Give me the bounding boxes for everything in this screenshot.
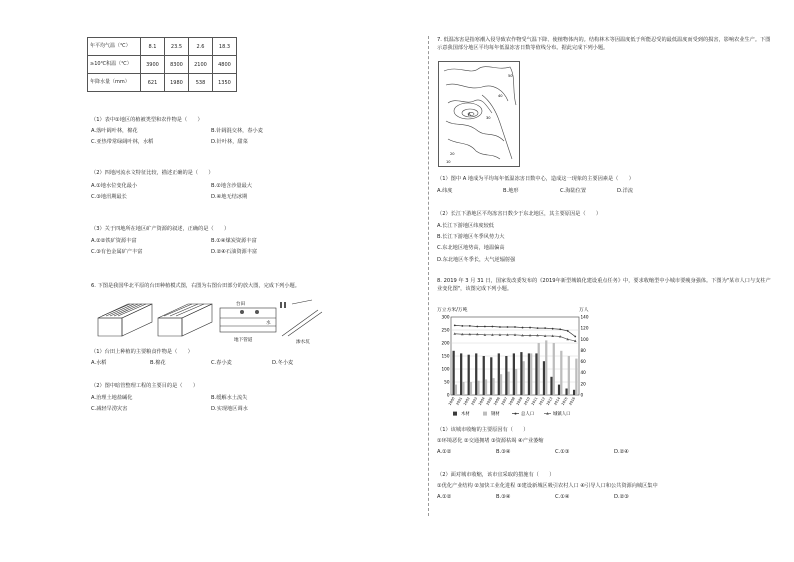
- question-items: ①优化产业结构 ②加快工业化进程 ③建设新城区吸引农村人口 ④引导人口和公共资源向城区集中: [437, 483, 658, 489]
- bar-钢材: [523, 361, 525, 395]
- bar-钢材: [507, 372, 509, 395]
- option-b[interactable]: B.针阔混交林，春小麦: [211, 128, 263, 134]
- point-总人口: [567, 330, 569, 332]
- option-d[interactable]: D.④地无结冰期: [211, 194, 248, 200]
- map-label: 50: [508, 74, 513, 78]
- point-总人口: [454, 324, 456, 326]
- question-stem: （1）图中 A 地成为平均每年低温冻害日数中心，造成这一现象的主要因素是（ ）: [437, 176, 634, 182]
- option-a[interactable]: A.①地水位变化最小: [91, 183, 138, 189]
- bar-木材: [468, 355, 470, 395]
- legend-marker: [515, 413, 517, 415]
- bar-钢材: [560, 351, 562, 395]
- bar-钢材: [575, 359, 577, 395]
- fig-label-trench: 渗水坑: [296, 340, 310, 345]
- bar-木材: [520, 352, 522, 395]
- right-tick-label: 40: [580, 370, 586, 376]
- option-b[interactable]: B.长江下游地区冬季风势力大: [437, 234, 505, 240]
- x-tick-label: 2001: [455, 396, 464, 406]
- x-tick-label: 2003: [470, 396, 479, 406]
- point-总人口: [514, 326, 516, 328]
- x-tick-label: 2000: [447, 396, 456, 406]
- option-b[interactable]: B.③④: [496, 494, 511, 500]
- point-总人口: [559, 328, 561, 330]
- bar-钢材: [492, 378, 494, 395]
- left-tick-label: 100: [441, 366, 450, 372]
- legend-label: 钢材: [491, 412, 500, 417]
- x-tick-label: 2008: [508, 396, 516, 406]
- question-stem: （1）台田上种植的主要粮食作物是（ ）: [91, 349, 193, 355]
- x-tick-label: 2013: [545, 396, 554, 406]
- option-a[interactable]: A.纬度: [437, 188, 453, 194]
- option-c[interactable]: C.亚热带常绿阔叶林，水稻: [91, 139, 154, 145]
- option-d[interactable]: D.冬小麦: [272, 360, 294, 366]
- point-总人口: [522, 327, 524, 329]
- question-stem: （2）长江下游地区平均冻害日数少于东北地区，其主要原因是（ ）: [437, 211, 602, 217]
- bar-木材: [490, 357, 492, 395]
- table-row: 年降水量（mm） 621 1980 538 1350: [88, 74, 237, 92]
- question-stem: （1）该城市收缩的主要原因有（ ）: [437, 427, 529, 433]
- question-intro: 6. 下图是我国华北平原的台田种植模式图，右图为右图台田部分的放大图，完成下列小题。: [91, 283, 300, 289]
- fig-label-water: 水: [266, 321, 271, 326]
- taitian-figure: [92, 296, 324, 346]
- option-d[interactable]: D.东北地区冬季长，大气逆辐射强: [437, 257, 516, 263]
- question-intro: 7. 低温冻害是指寒潮入侵导致农作物受气温下降、使植物体内的。结构林木等因温度低于所能忍受的最低温度而受到的损害，影响农业生产。下图示意我国部分地区平均每年低温冻害日数等值线分布。据此完成下列小题。: [437, 37, 771, 51]
- bar-钢材: [538, 343, 540, 395]
- fig-label-drain: 地下管道: [234, 338, 253, 343]
- population-industry-chart: [437, 303, 593, 420]
- climate-table: [87, 37, 237, 92]
- option-a[interactable]: A.①②: [437, 494, 452, 500]
- point-总人口: [574, 336, 576, 338]
- option-c[interactable]: C.①④: [555, 494, 570, 500]
- x-tick-label: 2014: [553, 396, 562, 406]
- left-tick-label: 200: [441, 340, 450, 346]
- option-b[interactable]: B.地形: [503, 188, 519, 194]
- bar-钢材: [462, 382, 464, 395]
- fig-label-field: 台田: [236, 302, 246, 307]
- right-tick-label: 0: [580, 392, 584, 398]
- question-stem: （2）四地河流水文特征比较，描述正确的是（ ）: [91, 170, 214, 176]
- right-tick-label: 100: [580, 336, 589, 342]
- bar-木材: [513, 353, 515, 395]
- option-a[interactable]: A.水稻: [91, 360, 107, 366]
- option-a[interactable]: A.①②: [437, 449, 452, 455]
- question-intro: 8. 2019 年 3 月 31 日，国家发改委发布的《2019年新型城镇化建设重点任务》中，要求收缩型中小城市要瘦身强体。下图为"某市人口与支柱产业变化图"，该图完成下列小题。: [437, 278, 771, 292]
- option-c[interactable]: C.①③: [555, 449, 570, 455]
- bar-木材: [505, 356, 507, 395]
- point-总人口: [469, 325, 471, 327]
- y-axis-label-right: 万人: [579, 308, 589, 313]
- point-总人口: [484, 326, 486, 328]
- bar-钢材: [530, 353, 532, 395]
- bar-钢材: [455, 385, 457, 395]
- option-a[interactable]: A.②②铁矿资源丰富: [91, 238, 137, 244]
- bar-钢材: [477, 381, 479, 395]
- bar-木材: [573, 390, 575, 395]
- bar-木材: [483, 356, 485, 395]
- right-tick-label: 60: [580, 359, 586, 365]
- column-divider: [428, 36, 429, 516]
- bar-钢材: [470, 382, 472, 395]
- point-总人口: [537, 327, 539, 329]
- bar-钢材: [553, 343, 555, 395]
- legend-swatch: [483, 412, 487, 416]
- option-d[interactable]: D.实现地区调水: [211, 406, 248, 412]
- x-tick-label: 2012: [538, 396, 546, 406]
- option-c[interactable]: C.③地汛期最长: [91, 194, 127, 200]
- option-b[interactable]: B.①④煤炭资源丰富: [211, 238, 257, 244]
- point-总人口: [552, 328, 554, 330]
- right-tick-label: 80: [580, 347, 586, 353]
- bar-木材: [475, 353, 477, 395]
- x-tick-label: 2011: [530, 396, 539, 406]
- bar-木材: [453, 351, 455, 395]
- bar-木材: [550, 377, 552, 395]
- question-stem: （2）图中暗管整理工程的主要目的是（ ）: [91, 383, 199, 389]
- x-tick-label: 2009: [515, 396, 524, 406]
- x-tick-label: 2010: [523, 396, 531, 406]
- option-c[interactable]: C.海陆位置: [560, 188, 587, 194]
- point-总人口: [476, 326, 478, 328]
- x-tick-label: 2015: [560, 396, 569, 406]
- option-a[interactable]: A.治理土地盐碱化: [91, 395, 133, 401]
- legend-swatch: [453, 412, 457, 416]
- question-stem: （2）面对城市收缩，该市宜采取的措施有（ ）: [437, 472, 555, 478]
- question-stem: （1）表中①地区的植被类型和农作物是（ ）: [91, 117, 203, 123]
- option-d[interactable]: D.②④石油资源丰富: [211, 249, 258, 255]
- table-row: 年平均气温（℃） 8.1 23.5 2.6 18.3: [88, 38, 237, 56]
- question-items: ①环境恶化 ②交通拥堵 ③资源枯竭 ④产业萎缩: [437, 438, 544, 444]
- option-b[interactable]: B.棉花: [150, 360, 166, 366]
- bar-木材: [498, 353, 500, 395]
- option-d[interactable]: D.②③: [614, 494, 629, 500]
- left-tick-label: 0: [446, 392, 450, 398]
- bar-木材: [565, 389, 567, 396]
- bar-木材: [460, 353, 462, 395]
- question-stem: （3）关于四地所在地区矿产资源的叙述，正确的是（ ）: [91, 226, 230, 232]
- x-tick-label: 2016: [568, 396, 577, 406]
- legend-label: 木材: [461, 412, 470, 417]
- point-总人口: [544, 327, 546, 329]
- right-tick-label: 120: [580, 325, 589, 331]
- option-c[interactable]: C.春小麦: [211, 360, 232, 366]
- left-tick-label: 50: [444, 379, 450, 385]
- right-tick-label: 140: [580, 314, 589, 320]
- map-label: 20: [450, 152, 455, 156]
- legend-label: 城镇人口: [553, 412, 571, 417]
- bar-钢材: [568, 356, 570, 395]
- table-row: ≥10℃积温（℃） 3900 8300 2100 4800: [88, 56, 237, 74]
- option-d[interactable]: D.②④: [614, 449, 629, 455]
- option-c[interactable]: C.③有色金属矿产丰富: [91, 249, 143, 255]
- bar-木材: [528, 353, 530, 395]
- point-总人口: [529, 327, 531, 329]
- point-总人口: [499, 326, 501, 328]
- left-tick-label: 300: [441, 314, 450, 320]
- map-label: 10: [446, 160, 451, 164]
- point-总人口: [461, 325, 463, 327]
- bar-木材: [535, 353, 537, 395]
- option-a[interactable]: A.长江下游地区纬度较低: [437, 223, 494, 229]
- map-label: 30: [486, 116, 491, 120]
- right-tick-label: 20: [580, 381, 586, 387]
- bar-钢材: [485, 379, 487, 395]
- x-tick-label: 2006: [493, 396, 501, 406]
- frost-map: [438, 61, 520, 167]
- option-b[interactable]: B.②地含沙量最大: [211, 183, 252, 189]
- point-总人口: [492, 326, 494, 328]
- left-tick-label: 250: [441, 327, 450, 333]
- bar-钢材: [515, 369, 517, 395]
- option-b[interactable]: B.③④: [496, 449, 511, 455]
- x-tick-label: 2002: [462, 396, 471, 406]
- option-b[interactable]: B.缓解水土流失: [211, 395, 248, 401]
- bar-木材: [543, 361, 545, 395]
- map-label-a: A: [468, 112, 471, 117]
- map-label: 40: [498, 94, 503, 98]
- x-tick-label: 2004: [477, 396, 486, 406]
- bar-钢材: [545, 340, 547, 395]
- left-tick-label: 150: [441, 353, 450, 359]
- option-c[interactable]: C.东北地区地势高，地温偏高: [437, 245, 505, 251]
- option-a[interactable]: A.落叶阔叶林，棉花: [91, 128, 138, 134]
- x-tick-label: 2007: [500, 396, 509, 406]
- x-tick-label: 2005: [485, 396, 494, 406]
- option-d[interactable]: D.针叶林，甜菜: [211, 139, 248, 145]
- bar-木材: [558, 385, 560, 395]
- point-总人口: [507, 326, 509, 328]
- bar-钢材: [500, 374, 502, 395]
- option-d[interactable]: D.洋流: [617, 188, 634, 194]
- option-c[interactable]: C.减轻旱涝灾害: [91, 406, 128, 412]
- legend-label: 总人口: [521, 412, 535, 417]
- y-axis-label-left: 万立方米/万吨: [437, 308, 468, 313]
